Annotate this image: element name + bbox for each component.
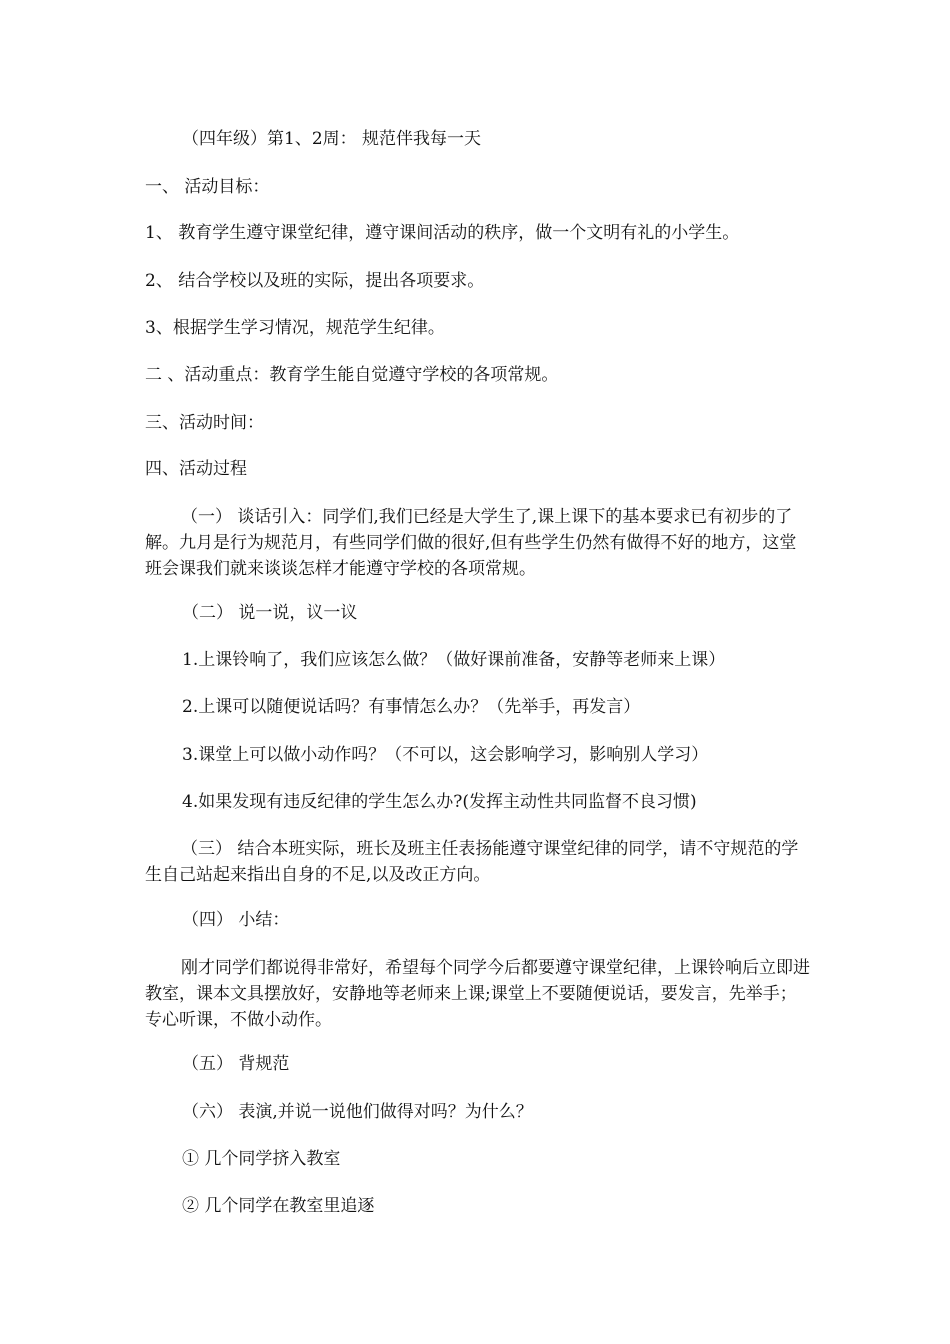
question-1: 1.上课铃响了，我们应该怎么做？（做好课前准备，安静等老师来上课） (182, 650, 726, 670)
question-3: 3.课堂上可以做小动作吗？（不可以，这会影响学习，影响别人学习） (182, 745, 709, 765)
section-heading-process: 四、活动过程 (145, 459, 247, 479)
step-2-heading: （二） 说一说，议一议 (182, 603, 358, 623)
goal-item-3: 3、根据学生学习情况，规范学生纪律。 (145, 318, 445, 338)
goal-item-2: 2、 结合学校以及班的实际，提出各项要求。 (145, 271, 485, 291)
document-title: （四年级）第1、2周： 规范伴我每一天 (182, 129, 482, 149)
step-1-paragraph: （一） 谈话引入：同学们,我们已经是大学生了,课上课下的基本要求已有初步的了解。九月是行为规范月，有些同学们做的很好,但有些学生仍然有做得不好的地方，这堂班会课我们就来谈谈怎样才能遵守学校的各项常规。 (145, 507, 797, 579)
section-focus: 二 、活动重点：教育学生能自觉遵守学校的各项常规。 (145, 365, 559, 385)
step-4-heading: （四） 小结： (182, 910, 290, 930)
step-6-heading: （六） 表演,并说一说他们做得对吗？为什么？ (182, 1102, 533, 1122)
skit-item-2: ② 几个同学在教室里追逐 (182, 1196, 375, 1216)
question-2: 2.上课可以随便说话吗？有事情怎么办？（先举手，再发言） (182, 697, 641, 717)
summary-paragraph: 刚才同学们都说得非常好，希望每个同学今后都要遵守课堂纪律，上课铃响后立即进教室，课本文具摆放好，安静地等老师来上课;课堂上不要随便说话，要发言，先举手；专心听课，不做小动作。 (145, 958, 810, 1030)
step-5-heading: （五） 背规范 (182, 1054, 290, 1074)
skit-item-1: ① 几个同学挤入教室 (182, 1149, 341, 1169)
goal-item-1: 1、 教育学生遵守课堂纪律，遵守课间活动的秩序，做一个文明有礼的小学生。 (145, 223, 740, 243)
step-3-paragraph: （三） 结合本班实际，班长及班主任表扬能遵守课堂纪律的同学，请不守规范的学生自己站起来指出自身的不足,以及改正方向。 (145, 839, 799, 885)
question-4: 4.如果发现有违反纪律的学生怎么办?(发挥主动性共同监督不良习惯) (182, 792, 697, 812)
section-time: 三、活动时间： (145, 413, 264, 433)
section-heading-goals: 一、 活动目标： (145, 177, 270, 197)
